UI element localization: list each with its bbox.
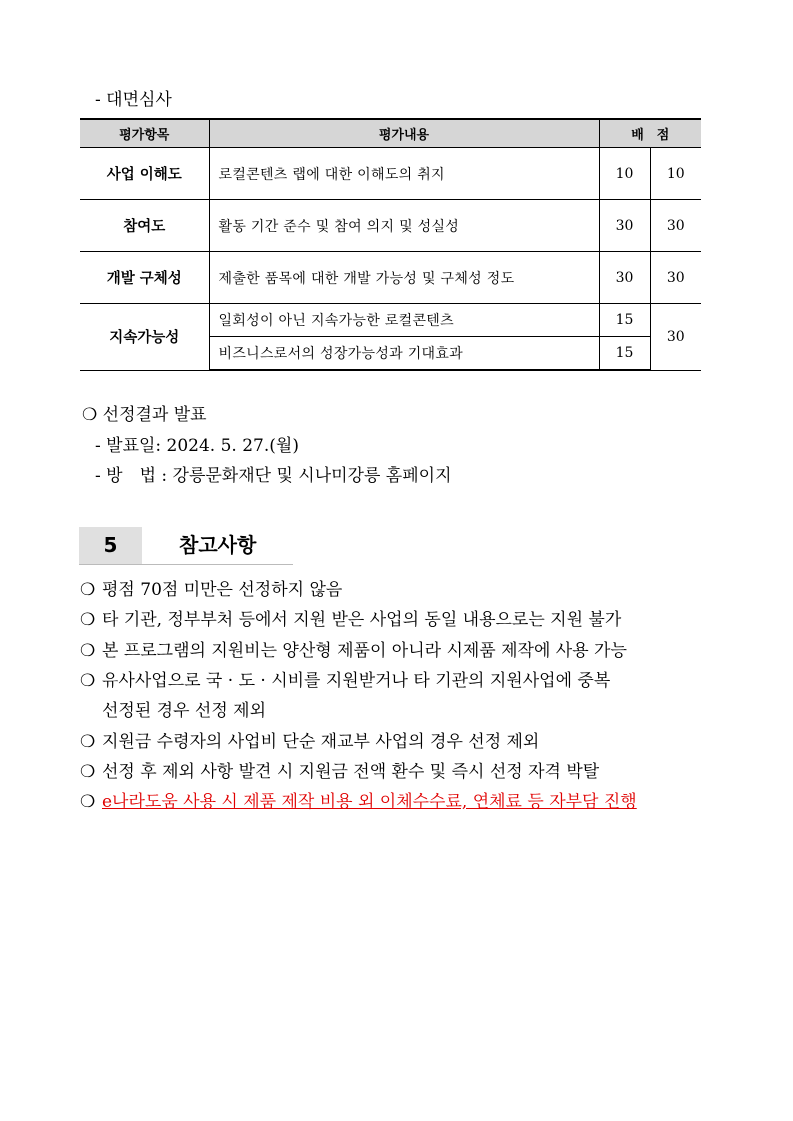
- list-item-continuation: [80, 696, 720, 721]
- bullet-icon: ❍: [80, 641, 96, 661]
- row-total: 30: [650, 304, 701, 371]
- note-text: 유사사업으로 국 · 도 · 시비를 지원받거나 타 기관의 지원사업에 중복: [102, 671, 611, 691]
- row-score: 30: [599, 200, 650, 252]
- result-date: - 발표일: 2024. 5. 27.(월): [95, 436, 299, 456]
- bullet-icon: ❍: [80, 732, 96, 752]
- table-row: [80, 200, 701, 252]
- row-score: 30: [599, 252, 650, 304]
- section-header: [79, 527, 293, 565]
- table-header-row: [80, 119, 701, 148]
- list-item: [80, 666, 720, 691]
- row-item: 지속가능성: [80, 304, 209, 371]
- header-score: 배 점: [599, 119, 701, 148]
- note-text: 본 프로그램의 지원비는 양산형 제품이 아니라 시제품 제작에 사용 가능: [102, 641, 627, 661]
- section-number: 5: [79, 527, 142, 564]
- bullet-icon: ❍: [80, 610, 96, 630]
- list-item: [80, 787, 720, 812]
- table-row: [80, 252, 701, 304]
- bullet-icon: ❍: [80, 762, 96, 782]
- bullet-icon: ❍: [80, 792, 96, 812]
- note-text: 타 기관, 정부부처 등에서 지원 받은 사업의 동일 내용으로는 지원 불가: [102, 610, 622, 630]
- row-content: 제출한 품목에 대한 개발 가능성 및 구체성 정도: [209, 252, 599, 304]
- note-text-highlight: e나라도움 사용 시 제품 제작 비용 외 이체수수료, 연체료 등 자부담 진행: [102, 792, 637, 812]
- row-score: 10: [599, 148, 650, 200]
- header-content: 평가내용: [209, 119, 599, 148]
- list-item: [80, 605, 720, 630]
- row-total: 30: [650, 252, 701, 304]
- table-row: [80, 304, 701, 337]
- row-item: 개발 구체성: [80, 252, 209, 304]
- note-text: 선정된 경우 선정 제외: [102, 701, 267, 721]
- row-content: 로컬콘텐츠 랩에 대한 이해도의 취지: [209, 148, 599, 200]
- row-item: 사업 이해도: [80, 148, 209, 200]
- result-method: - 방 법 : 강릉문화재단 및 시나미강릉 홈페이지: [95, 466, 452, 486]
- row-item: 참여도: [80, 200, 209, 252]
- row-content: 일회성이 아닌 지속가능한 로컬콘텐츠: [209, 304, 599, 337]
- interview-heading: - 대면심사: [95, 90, 172, 110]
- note-text: 지원금 수령자의 사업비 단순 재교부 사업의 경우 선정 제외: [102, 732, 540, 752]
- row-total: 10: [650, 148, 701, 200]
- list-item: [80, 636, 720, 661]
- note-text: 선정 후 제외 사항 발견 시 지원금 전액 환수 및 즉시 선정 자격 박탈: [102, 762, 600, 782]
- row-score: 15: [599, 337, 650, 371]
- row-content: 비즈니스로서의 성장가능성과 기대효과: [209, 337, 599, 371]
- note-text: 평점 70점 미만은 선정하지 않음: [102, 580, 343, 600]
- bullet-icon: ❍: [80, 671, 96, 691]
- evaluation-table: [80, 118, 701, 371]
- section-title: 참고사항: [179, 533, 257, 557]
- list-item: [80, 727, 720, 752]
- row-score: 15: [599, 304, 650, 337]
- row-total: 30: [650, 200, 701, 252]
- bullet-icon: ❍: [80, 580, 96, 600]
- row-content: 활동 기간 준수 및 참여 의지 및 성실성: [209, 200, 599, 252]
- header-item: 평가항목: [80, 119, 209, 148]
- table-row: [80, 148, 701, 200]
- list-item: [80, 575, 720, 600]
- list-item: [80, 757, 720, 782]
- result-title: ❍ 선정결과 발표: [82, 405, 207, 425]
